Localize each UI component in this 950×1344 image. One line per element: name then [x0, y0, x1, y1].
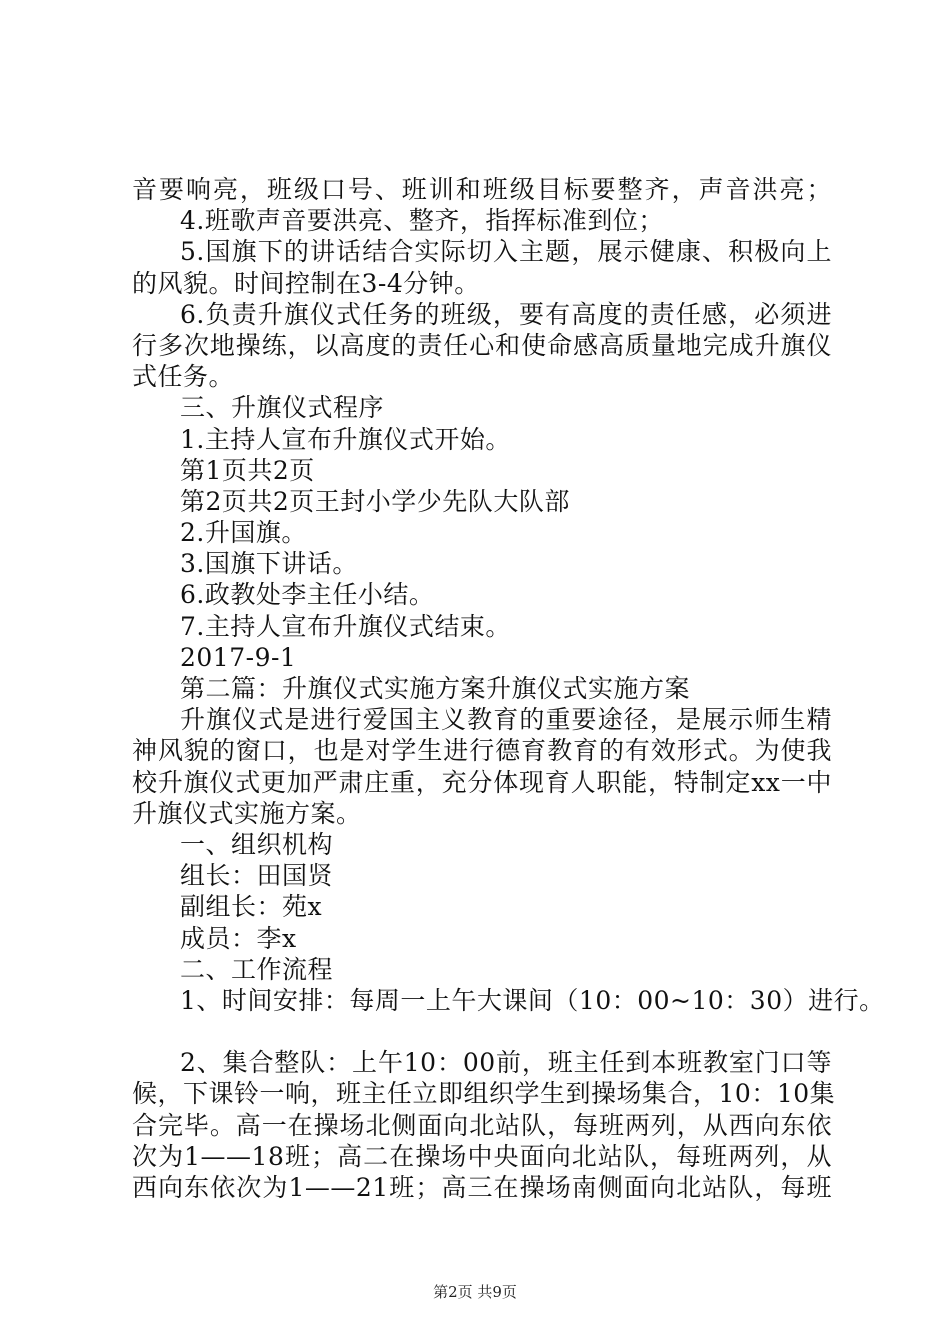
text-line: 2.升国旗。	[180, 518, 307, 548]
text-line: 升旗仪式是进行爱国主义教育的重要途径，是展示师生精	[180, 705, 832, 735]
text-line: 3.国旗下讲话。	[180, 549, 358, 579]
page-number-footer: 第2页 共9页	[433, 1283, 517, 1301]
document-body	[132, 174, 885, 1203]
text-line: 的风貌。时间控制在3-4分钟。	[132, 268, 480, 298]
text-line: 4.班歌声音要洪亮、整齐，指挥标准到位；	[180, 206, 664, 236]
text-line: 校升旗仪式更加严肃庄重，充分体现育人职能，特制定xx一中	[132, 767, 832, 797]
section-heading: 一、组织机构	[180, 829, 334, 859]
section-heading: 二、工作流程	[180, 954, 334, 984]
text-line: 1、时间安排：每周一上午大课间（10：00~10：30）进行。	[180, 985, 885, 1015]
blank-line	[132, 1016, 832, 1047]
text-line: 成员：李x	[180, 923, 297, 953]
chapter-title: 第二篇：升旗仪式实施方案升旗仪式实施方案	[180, 674, 691, 703]
text-line: 5.国旗下的讲话结合实际切入主题，展示健康、积极向上	[180, 237, 832, 267]
page-marker: 第1页共2页	[180, 455, 315, 485]
text-line: 1.主持人宣布升旗仪式开始。	[180, 424, 511, 454]
text-line: 7.主持人宣布升旗仪式结束。	[180, 611, 511, 641]
page-marker: 第2页共2页王封小学少先队大队部	[180, 486, 570, 516]
text-line: 组长：田国贤	[180, 861, 334, 891]
text-line: 6.政教处李主任小结。	[180, 580, 435, 610]
text-line: 神风貌的窗口，也是对学生进行德育教育的有效形式。为使我	[132, 736, 832, 766]
text-line: 行多次地操练，以高度的责任心和使命感高质量地完成升旗仪	[132, 330, 832, 360]
text-line: 西向东依次为1——21班；高三在操场南侧面向北站队，每班	[132, 1173, 832, 1202]
section-heading: 三、升旗仪式程序	[180, 393, 385, 423]
text-line: 升旗仪式实施方案。	[132, 798, 362, 828]
text-line: 次为1——18班；高二在操场中央面向北站队，每班两列，从	[132, 1141, 832, 1171]
text-line: 6.负责升旗仪式任务的班级，要有高度的责任感，必须进	[180, 299, 832, 329]
text-line: 副组长：苑x	[180, 892, 323, 922]
date-line: 2017-9-1	[180, 642, 297, 672]
text-line: 合完毕。高一在操场北侧面向北站队，每班两列，从西向东依	[132, 1110, 832, 1140]
text-line: 式任务。	[132, 362, 235, 392]
text-line: 候，下课铃一响，班主任立即组织学生到操场集合，10：10集	[132, 1079, 836, 1109]
text-line: 音要响亮，班级口号、班训和班级目标要整齐，声音洪亮；	[132, 175, 832, 204]
text-line: 2、集合整队：上午10：00前，班主任到本班教室门口等	[180, 1048, 832, 1078]
